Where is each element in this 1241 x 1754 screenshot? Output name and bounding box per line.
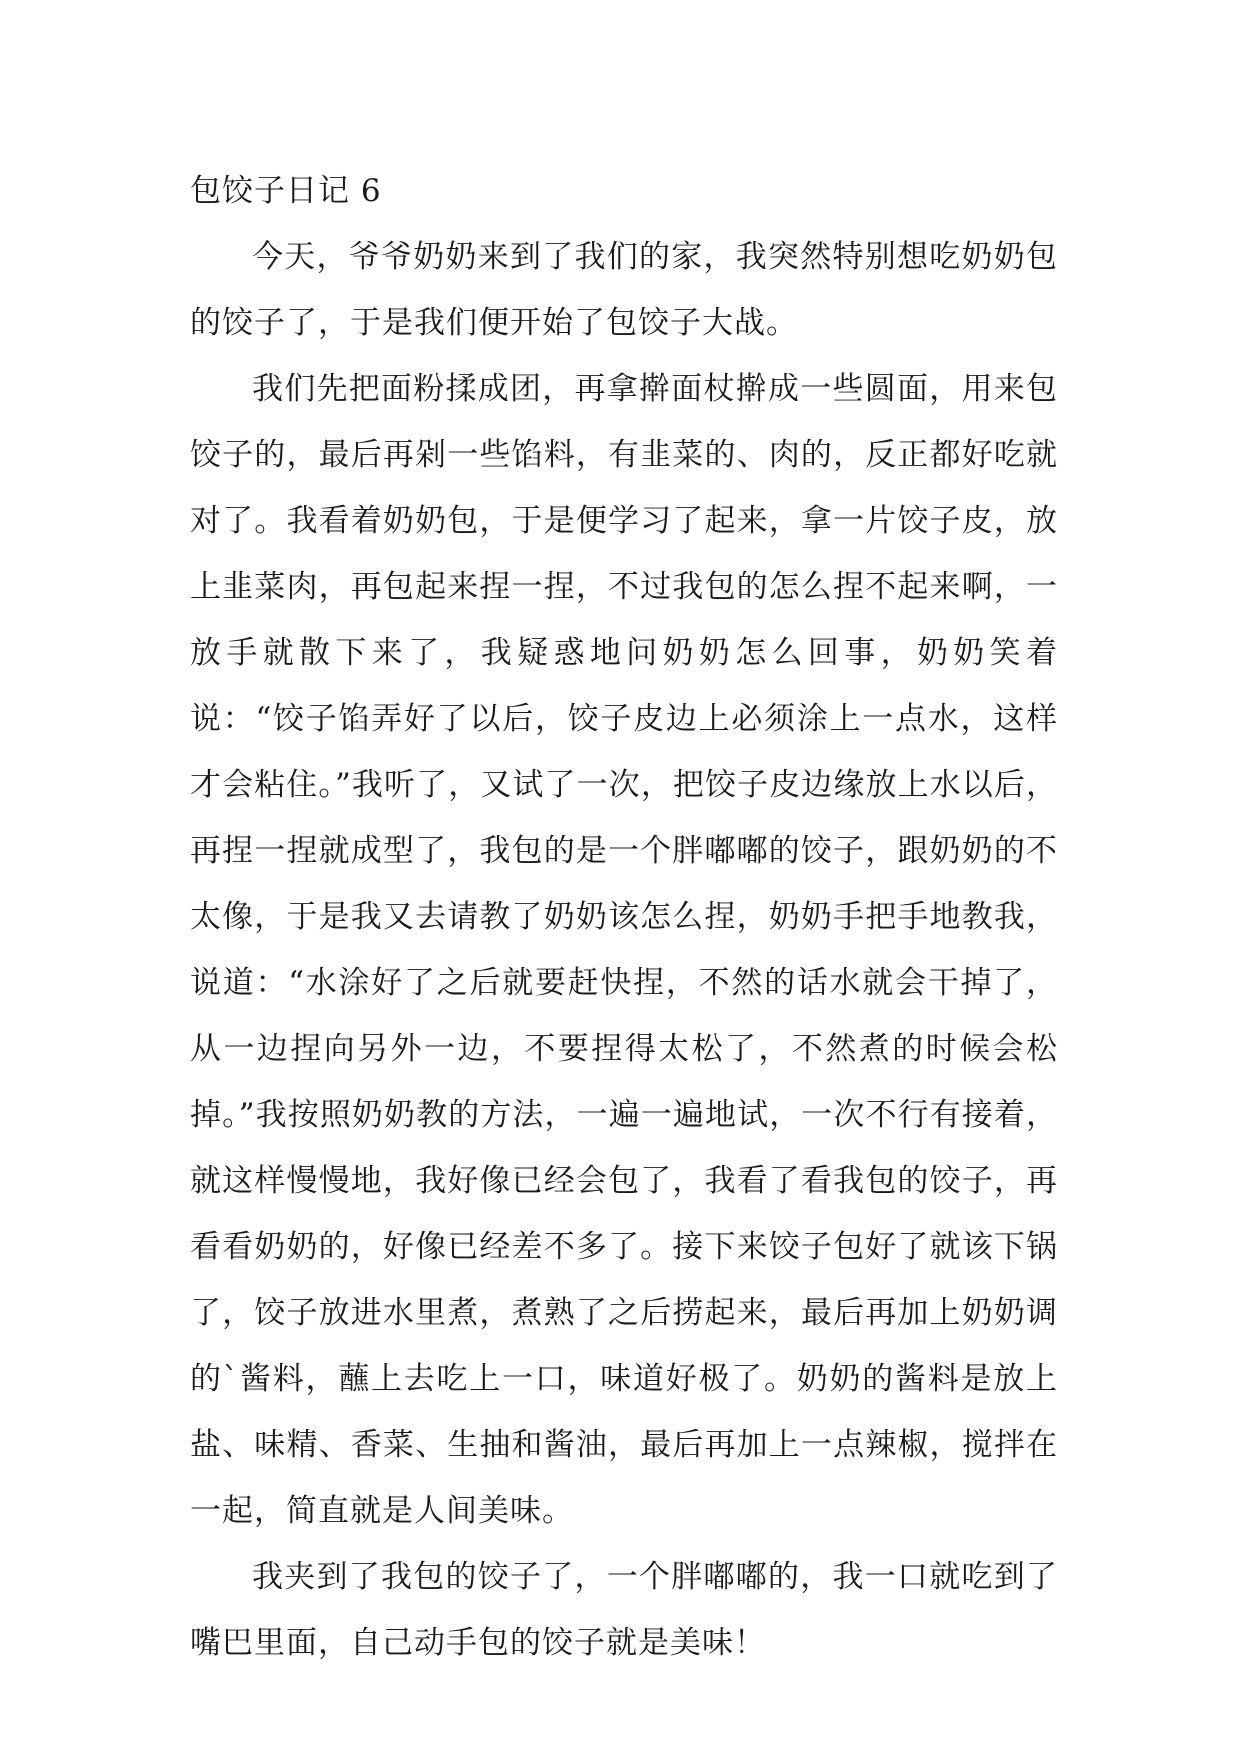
- paragraph-3: 我夹到了我包的饺子了，一个胖嘟嘟的，我一口就吃到了嘴巴里面，自己动手包的饺子就是美味！: [190, 1559, 1058, 1661]
- paragraph-1: 今天，爷爷奶奶来到了我们的家，我突然特别想吃奶奶包的饺子了，于是我们便开始了包饺子大战。: [190, 239, 1058, 341]
- paragraph-2: 我们先把面粉揉成团，再拿擀面杖擀成一些圆面，用来包饺子的，最后再剁一些馅料，有韭菜的、肉的，反正都好吃就对了。我看着奶奶包，于是便学习了起来，拿一片饺子皮，放上韭菜肉，再包起来捏一捏，不过我包的怎么捏不起来啊，一放手就散下来了，我疑惑地问奶奶怎么回事，奶奶笑着说：“饺子馅弄好了以后，饺子皮边上必须涂上一点水，这样才会粘住。”我听了，又试了一次，把饺子皮边缘放上水以后，再捏一捏就成型了，我包的是一个胖嘟嘟的饺子，跟奶奶的不太像，于是我又去请教了奶奶该怎么捏，奶奶手把手地教我，说道：“水涂好了之后就要赶快捏，不然的话水就会干掉了，从一边捏向另外一边，不要捏得太松了，不然煮的时候会松掉。”我按照奶奶教的方法，一遍一遍地试，一次不行有接着，就这样慢慢地，我好像已经会包了，我看了看我包的饺子，再看看奶奶的，好像已经差不多了。接下来饺子包好了就该下锅了，饺子放进水里煮，煮熟了之后捞起来，最后再加上奶奶调的`酱料，蘸上去吃上一口，味道好极了。奶奶的酱料是放上盐、味精、香菜、生抽和酱油，最后再加上一点辣椒，搅拌在一起，简直就是人间美味。: [190, 371, 1058, 1529]
- document-body: [190, 158, 1058, 1676]
- document-title: 包饺子日记 6: [190, 173, 382, 209]
